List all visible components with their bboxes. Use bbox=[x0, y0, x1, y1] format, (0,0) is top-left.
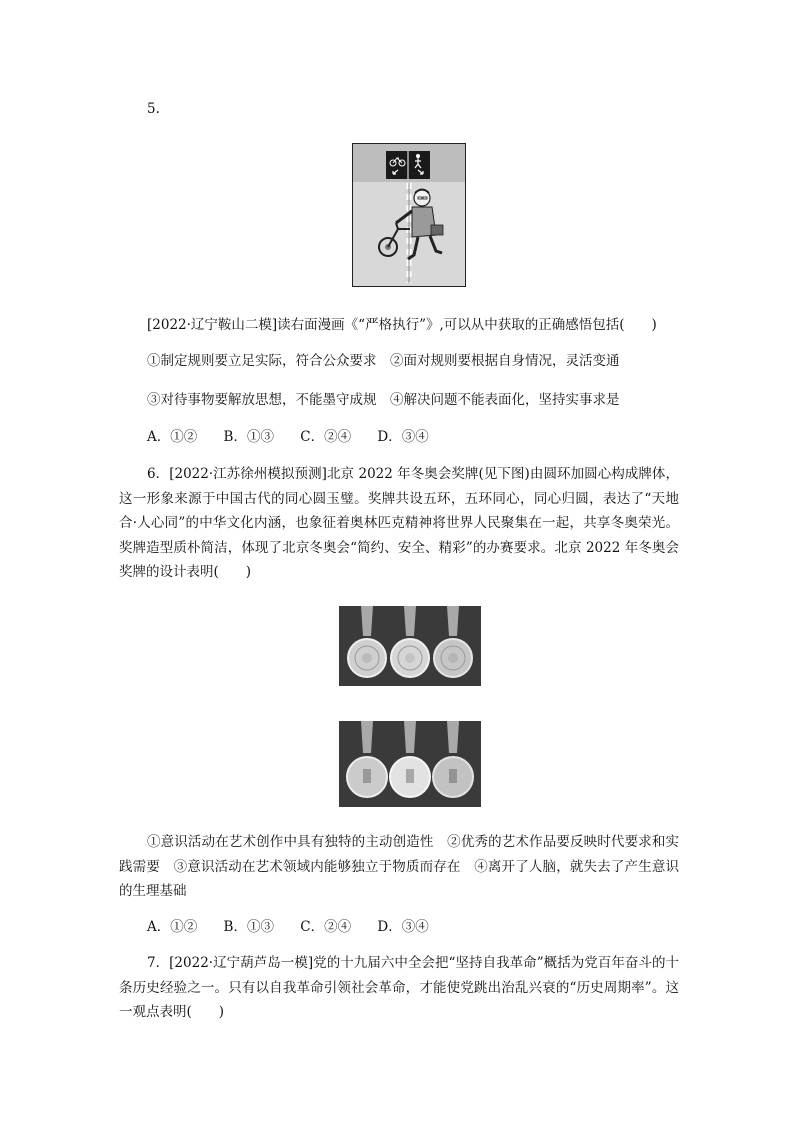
cartoon-strict-enforcement bbox=[352, 143, 466, 287]
q7-stem: 7．[2022·辽宁葫芦岛一模]党的十九届六中全会把“坚持自我革命”概括为党百年奋斗的十条历史经验之一。只有以自我革命引领社会革命，才能使党跳出治乱兴衰的“历史周期率”。这一观点表明( ) bbox=[119, 955, 679, 1020]
q6-option-a[interactable]: A．①② bbox=[147, 919, 198, 935]
cartoon-drawing bbox=[352, 143, 466, 287]
q5-options bbox=[147, 425, 451, 449]
medal-photo-back-drawing bbox=[339, 721, 481, 807]
q6-option-b[interactable]: B．①③ bbox=[223, 919, 274, 935]
q6-options bbox=[147, 915, 451, 939]
medal-photo-back bbox=[339, 721, 481, 807]
q5-number: 5. bbox=[147, 101, 160, 117]
q5-statement-line-1: ①制定规则要立足实际，符合公众要求 ②面对规则要根据自身情况，灵活变通 bbox=[147, 353, 620, 369]
q6-statements: ①意识活动在艺术创作中具有独特的主动创造性 ②优秀的艺术作品要反映时代要求和实践需要 ③意识活动在艺术领域内能够独立于物质而存在 ④离开了人脑，就失去了产生意识的生理基础 bbox=[119, 834, 679, 899]
medal-photo-front-drawing bbox=[339, 606, 481, 686]
q6-stem: 6．[2022·江苏徐州模拟预测]北京 2022 年冬奥会奖牌(见下图)由圆环加圆心构成牌体，这一形象来源于中国古代的同心圆玉璧。奖牌共设五环，五环同心，同心归圆，表达了“天地合·人心同”的中华文化内涵，也象征着奥林匹克精神将世界人民聚集在一起，共享冬奥荣光。奖牌造型质朴简洁，体现了北京冬奥会“简约、安全、精彩”的办赛要求。北京 2022 年冬奥会奖牌的设计表明( ) bbox=[119, 466, 679, 580]
q5-option-a[interactable]: A．①② bbox=[147, 429, 198, 445]
q5-option-b[interactable]: B．①③ bbox=[223, 429, 274, 445]
medal-photo-front bbox=[339, 606, 481, 686]
q5-option-d[interactable]: D．③④ bbox=[377, 429, 429, 445]
q6-option-c[interactable]: C．②④ bbox=[300, 919, 352, 935]
q5-stem: [2022·辽宁鞍山二模]读右面漫画《“严格执行”》,可以从中获取的正确感悟包括( ) bbox=[147, 317, 657, 333]
q5-option-c[interactable]: C．②④ bbox=[300, 429, 352, 445]
q6-option-d[interactable]: D．③④ bbox=[377, 919, 429, 935]
q5-statement-line-2: ③对待事物要解放思想，不能墨守成规 ④解决问题不能表面化，坚持实事求是 bbox=[147, 392, 620, 408]
